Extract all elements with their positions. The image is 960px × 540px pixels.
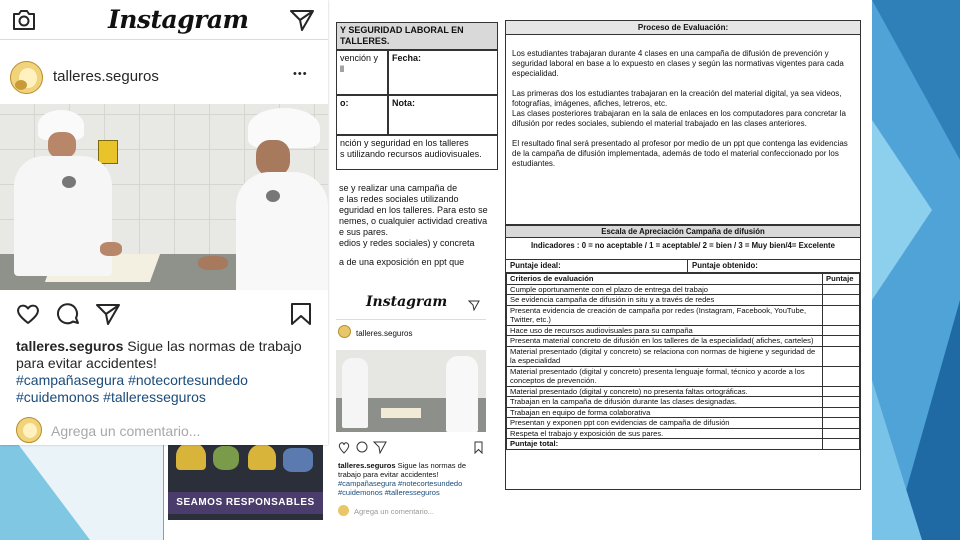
cook-face [48,132,76,158]
profile-avatar[interactable] [10,61,43,94]
criteria-row [507,325,860,336]
instagram-post-card [0,0,328,445]
criteria-text: Se evidencia campaña de difusión in situ y a través de redes [507,295,823,306]
criteria-row [507,386,860,397]
avatar-hand [15,80,27,90]
process-paragraph: Las clases posteriores trabajaran en la sala de enlaces en los computadores para concretar la difusión por redes sociales, subiendo el material trabajado en las clases anteriores. [512,109,846,128]
criteria-text: Presenta material concreto de difusión en los talleres de la especialidad( afiches, carteles) [507,336,823,347]
criteria-row [507,418,860,429]
ideal-score-label: Puntaje ideal: [506,260,688,272]
criteria-score-cell [823,428,860,439]
criteria-score-cell [823,295,860,306]
decorative-triangle [872,120,932,300]
uniform-logo [62,176,76,188]
text-line: e sus pares. [339,227,389,237]
add-comment-input[interactable]: Agrega un comentario... [51,423,201,439]
nota-field: Nota: [388,95,498,135]
commenter-avatar [16,417,42,443]
criteria-score-cell [823,386,860,397]
post-caption [16,338,316,406]
total-label: Puntaje total: [507,439,823,450]
text-line: edios y redes sociales) y concreta [339,238,475,248]
cook-figure [342,358,368,428]
criteria-text: Respeta el trabajo y exposición de sus pares. [507,428,823,439]
scale-title: Escala de Apreciación Campaña de difusión [506,226,860,238]
post-username[interactable]: talleres.seguros [53,68,159,85]
criteria-text: Cumple oportunamente con el plazo de entrega del trabajo [507,284,823,295]
cook-face [256,140,290,176]
direct-message-icon[interactable] [290,9,314,31]
process-paragraph: El resultado final será presentado al profesor por medio de un ppt que contenga las evidencias de la campaña de difusión implementada, además de todo el material confeccionado por los estudiantes. [512,139,848,168]
cartoon-character [213,446,239,470]
criteria-row [507,346,860,366]
criteria-score-cell [823,346,860,366]
cook-uniform [14,156,112,276]
cutting-board [381,408,421,418]
cartoon-character [248,444,276,470]
evaluation-document [505,20,862,490]
criteria-row [507,295,860,306]
instructions-text [339,183,499,268]
caption-text: Sigue las normas de trabajo para evitar accidentes! [16,338,302,371]
process-title: Proceso de Evaluación: [506,21,860,35]
cell-text: vención y [340,53,379,63]
send-icon [468,300,480,311]
worksheet-cell: o: [336,95,388,135]
criteria-text: Trabajan en equipo de forma colaborativa [507,407,823,418]
scale-table [505,225,861,490]
fecha-field: Fecha: [388,50,498,95]
cook-hand [198,256,228,270]
criteria-row [507,397,860,408]
score-row [506,260,860,273]
criteria-table [506,273,860,450]
obtained-score-label: Puntaje obtenido: [692,261,758,270]
share-icon[interactable] [96,303,120,325]
criteria-text: Presenta evidencia de creación de campaña por redes (Instagram, Facebook, YouTube, Twitter, etc.) [507,305,823,325]
cook-uniform [236,172,328,290]
mini-video-frame [336,350,486,432]
slide-right-decoration [872,0,960,540]
criteria-text: Hace uso de recursos audiovisuales para su campaña [507,325,823,336]
process-body [506,35,860,169]
caption-hashtags: #campañasegura #notecortesundedo [338,479,463,488]
objective-cell [336,135,498,170]
like-heart-icon[interactable] [16,303,40,325]
criteria-row [507,284,860,295]
cook-hand [100,242,122,256]
text-line: a de una exposición en ppt que [339,257,465,267]
criteria-text: Material presentado (digital y concreto) no presenta faltas ortográficas. [507,386,823,397]
process-box [505,20,861,225]
cartoon-character [283,448,313,472]
avatar [338,505,349,516]
bookmark-icon[interactable] [290,302,312,326]
bookmark-icon [474,441,483,454]
instagram-top-bar [0,0,328,40]
criteria-score-cell [823,325,860,336]
caption-text: Sigue las normas de trabajo para evitar accidentes! [338,461,466,479]
avatar-face [23,423,37,438]
worksheet-title: Y SEGURIDAD LABORAL EN TALLERES. [336,22,498,50]
caption-hashtags: #cuidemonos #talleresseguros [338,488,440,497]
caption-hashtags-line1[interactable]: #campañasegura #notecortesundedo [16,372,248,388]
criteria-text: Trabajan en la campaña de difusión durante las clases designadas. [507,397,823,408]
total-score-cell [823,439,860,450]
post-video[interactable] [0,104,328,290]
decorative-triangle [872,380,922,540]
worksheet-cell [336,50,388,95]
criteria-score-cell [823,284,860,295]
caption-user: talleres.seguros [338,461,396,470]
text-line: se y realizar una campaña de [339,183,458,193]
criteria-score-cell [823,397,860,408]
instagram-logo: Instagram [108,5,249,34]
caption-hashtags-line2[interactable]: #cuidemonos #talleresseguros [16,389,206,405]
warning-sign [98,140,118,164]
cartoon-character [176,442,206,470]
text-line: s utilizando recursos audiovisuales. [340,149,482,159]
cell-text: ll [340,64,344,74]
mini-comment-placeholder: Agrega un comentario... [354,507,435,516]
more-options-icon[interactable]: ••• [293,68,308,80]
banner-text: SEAMOS RESPONSABLES [168,492,323,514]
criteria-row [507,336,860,347]
criteria-text: Presentan y exponen ppt con evidencias de campaña de difusión [507,418,823,429]
camera-icon[interactable] [12,9,36,31]
uniform-logo [266,190,280,202]
criteria-text: Material presentado (digital y concreto) se relaciona con normas de higiene y seguridad de la especialidad [507,346,823,366]
text-line: nción y seguridad en los talleres [340,138,469,148]
criteria-row [507,407,860,418]
criteria-score-cell [823,336,860,347]
mini-username: talleres.seguros [356,329,413,338]
criteria-text: Material presentado (digital y concreto) presenta lenguaje formal, técnico y acorde a los conceptos de prevención. [507,366,823,386]
process-paragraph: Las primeras dos los estudiantes trabajaran en la creación del material digital, ya sea videos, fotografías, imágenes, afiches, letreros, etc. [512,89,842,108]
process-paragraph: Los estudiantes trabajaran durante 4 clases en una campaña de difusión de prevención y seguridad laboral en base a lo expuesto en clases y según las normativas vigentes para cada especialidad. [512,49,844,78]
criteria-row [507,305,860,325]
text-line: eguridad en los talleres. Para esto se [339,205,488,215]
text-line: e las redes sociales utilizando [339,194,459,204]
text-line: nemes, o cualquier actividad creativa [339,216,488,226]
mini-instagram-post [336,293,486,533]
total-row [507,439,860,450]
divider [336,319,486,320]
caption-username[interactable]: talleres.seguros [16,338,124,354]
criteria-row [507,366,860,386]
criteria-score-cell [823,407,860,418]
mini-instagram-logo: Instagram [366,294,448,310]
score-header: Puntaje [823,274,860,285]
cartoon-image [168,440,323,520]
criteria-header: Criterios de evaluación [507,274,823,285]
criteria-header-row [507,274,860,285]
criteria-score-cell [823,305,860,325]
indicators-legend: Indicadores : 0 = no aceptable / 1 = aceptable/ 2 = bien / 3 = Muy bien/4= Excelente [506,238,860,260]
criteria-score-cell [823,418,860,429]
criteria-row [507,428,860,439]
criteria-score-cell [823,366,860,386]
cook-figure [446,356,478,432]
comment-icon[interactable] [56,303,80,325]
mini-caption [338,461,484,497]
avatar [338,325,351,338]
action-icons [338,441,396,454]
